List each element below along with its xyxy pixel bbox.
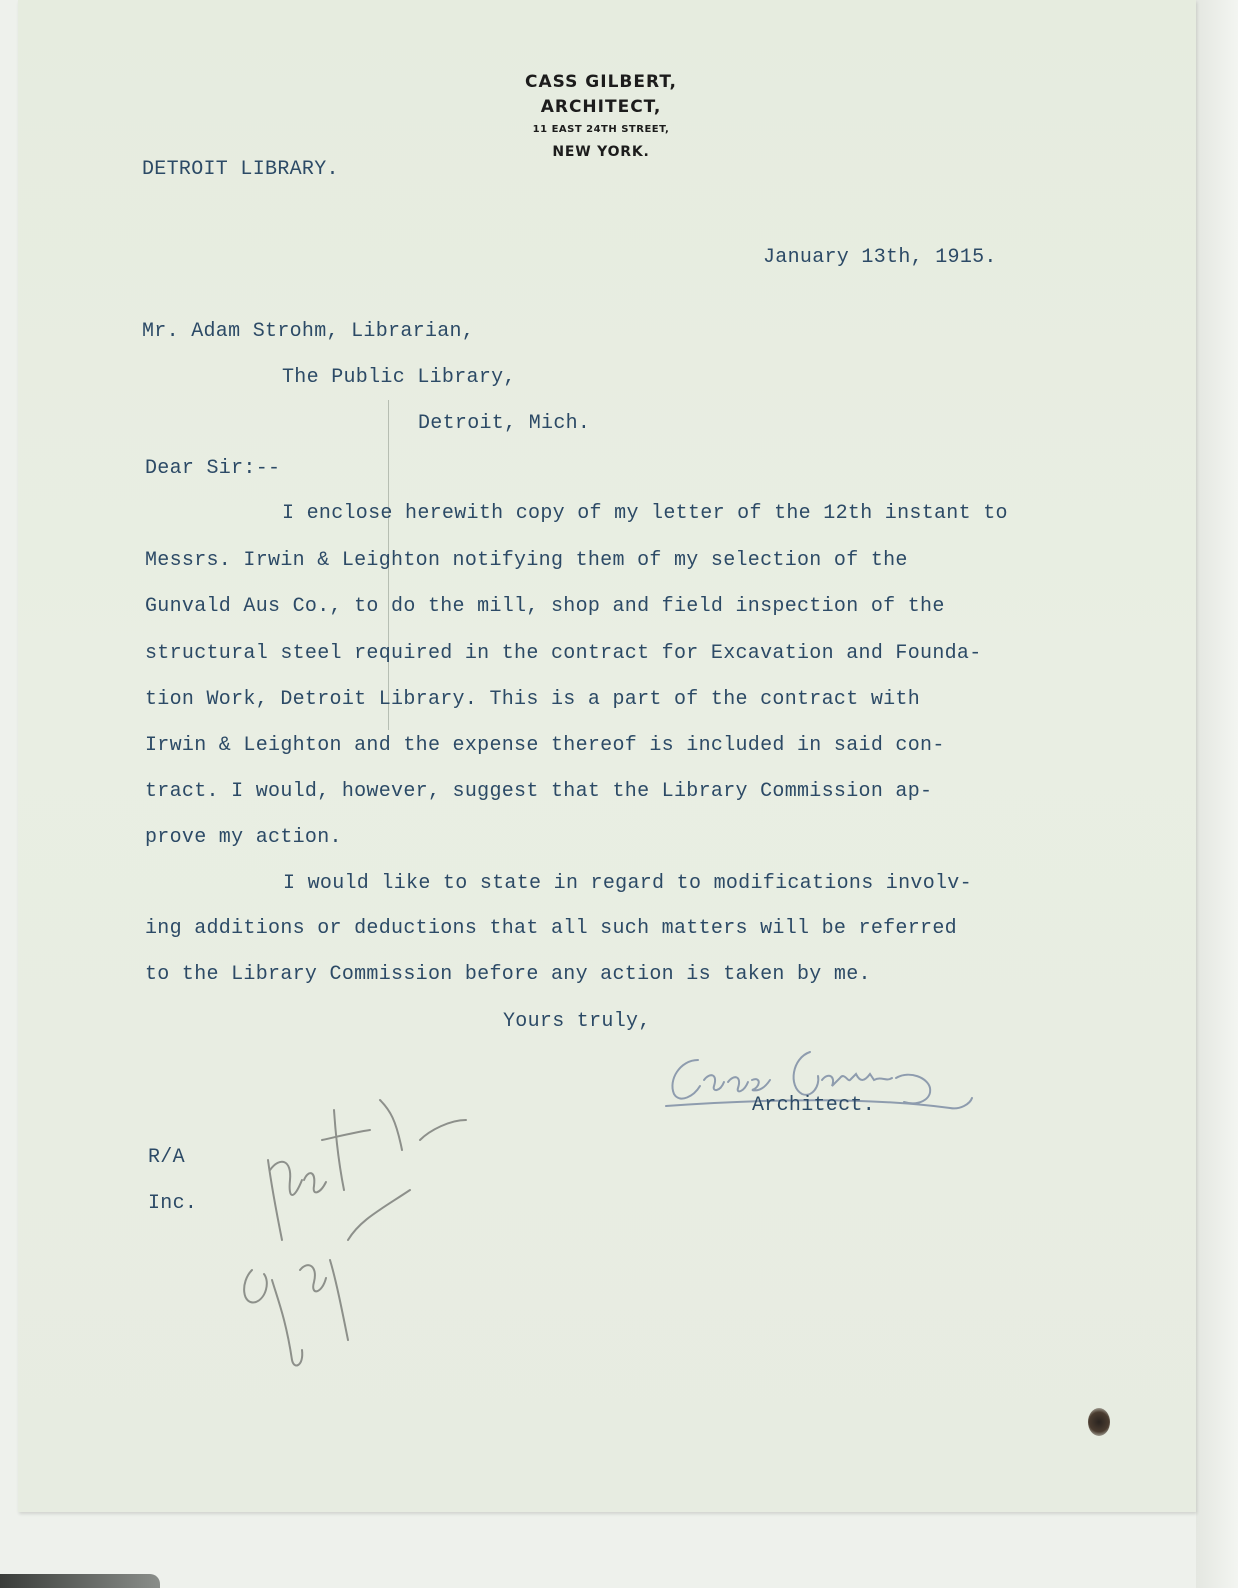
reference-initials: R/A (148, 1146, 185, 1169)
recipient-city: Detroit, Mich. (418, 412, 591, 435)
pencil-annotation (230, 1070, 490, 1380)
body-line: to the Library Commission before any action is taken by me. (145, 963, 871, 986)
ink-stain (1088, 1408, 1110, 1436)
body-line: I enclose herewith copy of my letter of the 12th instant to (282, 502, 1008, 525)
letterhead-title: ARCHITECT, (540, 97, 662, 117)
enclosure-note: Inc. (148, 1192, 198, 1215)
scan-background-edge (1196, 0, 1238, 1588)
body-line: Irwin & Leighton and the expense thereof is included in said con- (145, 734, 945, 757)
letterhead-address: 11 EAST 24TH STREET, (532, 124, 670, 135)
letterhead (470, 70, 732, 164)
letterhead-name: CASS GILBERT, (525, 72, 677, 92)
body-line: tion Work, Detroit Library. This is a part of the contract with (145, 688, 921, 711)
body-line: I would like to state in regard to modifications involv- (283, 872, 972, 895)
letter-date: January 13th, 1915. (763, 246, 997, 269)
body-line: prove my action. (145, 826, 342, 849)
body-line: Gunvald Aus Co., to do the mill, shop and field inspection of the (145, 595, 945, 618)
letterhead-city: NEW YORK. (552, 144, 650, 160)
salutation: Dear Sir:-- (145, 457, 281, 480)
scan-shadow (0, 1574, 160, 1588)
body-line: Messrs. Irwin & Leighton notifying them of my selection of the (145, 549, 908, 572)
recipient-name: Mr. Adam Strohm, Librarian, (142, 320, 475, 343)
body-line: ing additions or deductions that all such matters will be referred (145, 917, 957, 940)
subject-line: DETROIT LIBRARY. (142, 158, 339, 181)
body-line: tract. I would, however, suggest that the Library Commission ap- (145, 780, 933, 803)
closing: Yours truly, (503, 1010, 651, 1033)
signature-title: Architect. (752, 1094, 876, 1117)
recipient-institution: The Public Library, (282, 366, 516, 389)
body-line: structural steel required in the contract for Excavation and Founda- (145, 642, 982, 665)
